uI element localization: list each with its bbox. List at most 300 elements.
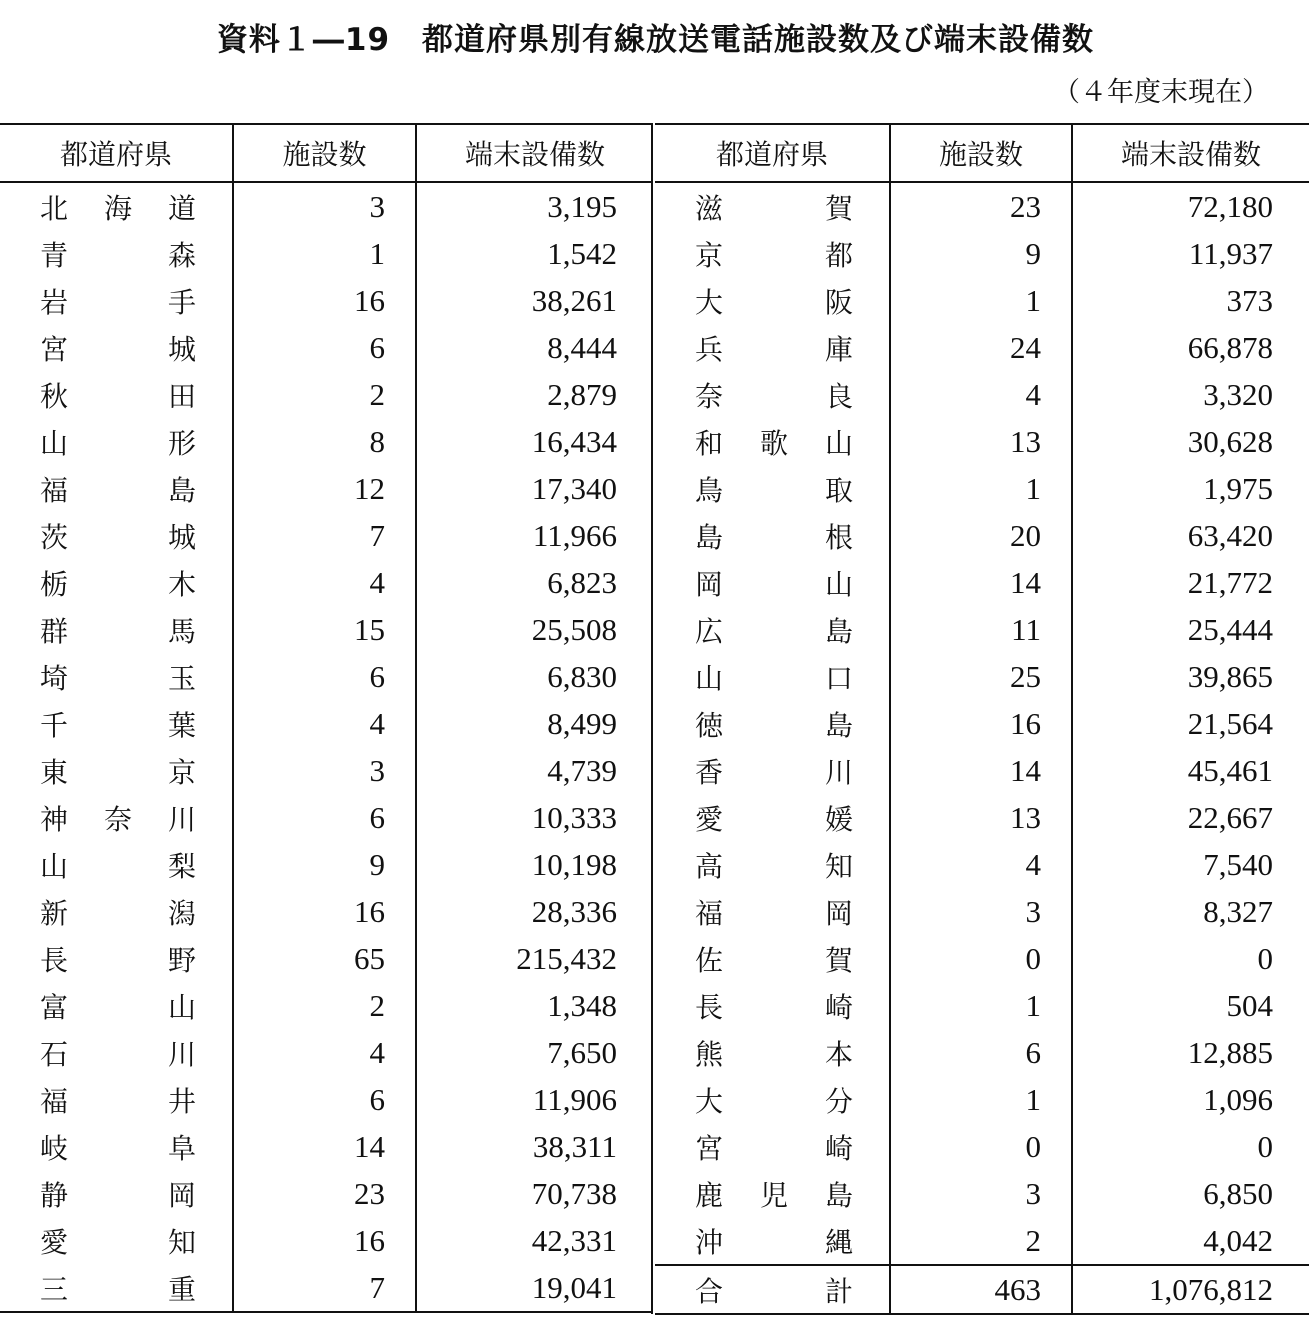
facilities-count: 16	[233, 1217, 416, 1264]
prefecture-name-chars	[40, 1033, 196, 1073]
table-row	[0, 982, 653, 1029]
terminals-count: 8,499	[547, 705, 617, 741]
prefecture-name-chars	[40, 657, 196, 697]
name-char: 栃	[40, 567, 69, 601]
name-char: 長	[40, 943, 69, 977]
terminals-count: 10,198	[531, 846, 617, 882]
name-char: 山	[824, 426, 853, 460]
facilities-count: 9	[890, 230, 1072, 277]
prefecture-name-chars	[40, 563, 196, 603]
table-row	[0, 888, 653, 935]
name-char: 手	[167, 285, 196, 319]
prefecture-name-chars	[40, 892, 196, 932]
center-double-rule	[651, 123, 653, 1314]
facilities-count: 7	[233, 512, 416, 559]
table-row	[655, 606, 1309, 653]
terminals-count: 19,041	[531, 1269, 617, 1305]
terminals-count: 7,650	[547, 1034, 617, 1070]
terminals-count: 38,311	[532, 1128, 617, 1164]
prefecture-name	[0, 935, 233, 982]
name-char: 崎	[824, 1131, 853, 1165]
terminals-count: 3,320	[1203, 376, 1273, 412]
table-row	[655, 277, 1309, 324]
header-facilities: 施設数	[890, 124, 1072, 182]
terminals-count: 6,823	[547, 564, 617, 600]
name-char: 森	[167, 238, 196, 272]
facilities-count: 3	[890, 1170, 1072, 1217]
facilities-count: 14	[233, 1123, 416, 1170]
prefecture-name	[0, 1217, 233, 1264]
prefecture-name	[0, 888, 233, 935]
name-char: 阪	[824, 285, 853, 319]
facilities-count: 1	[233, 230, 416, 277]
prefecture-name	[655, 1170, 890, 1217]
table-row	[0, 324, 653, 371]
prefecture-name	[0, 465, 233, 512]
prefecture-name	[0, 277, 233, 324]
table-row	[655, 935, 1309, 982]
name-char: 賀	[824, 943, 853, 977]
facilities-count: 12	[233, 465, 416, 512]
name-char: 徳	[695, 708, 724, 742]
name-char: 岡	[695, 567, 724, 601]
name-char: 石	[40, 1037, 69, 1071]
terminals-count: 1,096	[1203, 1081, 1273, 1117]
terminals-count: 3,195	[547, 188, 617, 224]
facilities-count: 3	[233, 182, 416, 230]
facilities-count: 16	[233, 277, 416, 324]
prefecture-name-chars	[695, 375, 853, 415]
facilities-count: 13	[890, 794, 1072, 841]
table-row	[0, 1264, 653, 1312]
terminals-count: 30,628	[1187, 423, 1273, 459]
name-char: 香	[695, 755, 724, 789]
facilities-count: 15	[233, 606, 416, 653]
prefecture-name-chars	[695, 1221, 853, 1261]
header-terminals: 端末設備数	[1072, 124, 1309, 182]
table-row	[655, 1170, 1309, 1217]
terminals-count: 0	[1257, 940, 1273, 976]
facilities-count: 23	[233, 1170, 416, 1217]
terminals-count: 11,966	[532, 517, 617, 553]
name-char: 山	[40, 426, 69, 460]
facilities-count: 6	[890, 1029, 1072, 1076]
name-char: 島	[695, 520, 724, 554]
name-char: 岡	[824, 896, 853, 930]
facilities-count: 2	[233, 371, 416, 418]
prefecture-name-chars	[40, 704, 196, 744]
table-row	[0, 559, 653, 606]
name-char: 京	[695, 238, 724, 272]
prefecture-name	[655, 982, 890, 1029]
table-row	[655, 465, 1309, 512]
name-char: 兵	[695, 332, 724, 366]
name-char: 秋	[40, 379, 69, 413]
prefecture-name	[655, 700, 890, 747]
name-char: 本	[824, 1037, 853, 1071]
prefecture-name-chars	[695, 1270, 853, 1310]
page-title: 資料１―19 都道府県別有線放送電話施設数及び端末設備数	[216, 22, 1095, 58]
name-char: 岩	[40, 285, 69, 319]
right-table	[655, 123, 1309, 1315]
facilities-count: 3	[890, 888, 1072, 935]
prefecture-name	[655, 371, 890, 418]
table-row	[0, 371, 653, 418]
terminals-count: 373	[1226, 282, 1273, 318]
prefecture-name	[0, 512, 233, 559]
table-row	[655, 371, 1309, 418]
prefecture-name-chars	[695, 610, 853, 650]
prefecture-name	[655, 794, 890, 841]
prefecture-name-chars	[40, 281, 196, 321]
terminals-count: 2,879	[547, 376, 617, 412]
table-row	[655, 700, 1309, 747]
table-row	[655, 230, 1309, 277]
prefecture-name	[655, 324, 890, 371]
prefecture-name	[655, 418, 890, 465]
prefecture-name	[0, 559, 233, 606]
terminals-count: 11,906	[532, 1081, 617, 1117]
prefecture-name	[655, 1029, 890, 1076]
name-char: 潟	[167, 896, 196, 930]
table-row	[0, 841, 653, 888]
name-char: 阜	[167, 1131, 196, 1165]
prefecture-name-chars	[695, 751, 853, 791]
header-row	[0, 124, 653, 182]
name-char: 媛	[824, 802, 853, 836]
facilities-count: 16	[233, 888, 416, 935]
prefecture-name	[655, 182, 890, 230]
facilities-count: 6	[233, 1076, 416, 1123]
name-char: 海	[103, 191, 132, 225]
terminals-count: 6,830	[547, 658, 617, 694]
prefecture-name	[0, 182, 233, 230]
header-prefecture: 都道府県	[0, 124, 233, 182]
name-char: 佐	[695, 943, 724, 977]
table-row	[655, 512, 1309, 559]
name-char: 岡	[167, 1178, 196, 1212]
name-char: 大	[695, 1084, 724, 1118]
prefecture-name	[655, 935, 890, 982]
prefecture-name	[0, 653, 233, 700]
terminals-count: 8,444	[547, 329, 617, 365]
terminals-count: 70,738	[531, 1175, 617, 1211]
prefecture-name	[0, 1170, 233, 1217]
name-char: 宮	[40, 332, 69, 366]
terminals-count: 42,331	[531, 1222, 617, 1258]
name-char: 崎	[824, 990, 853, 1024]
terminals-count: 28,336	[531, 893, 617, 929]
name-char: 道	[167, 191, 196, 225]
header-facilities: 施設数	[233, 124, 416, 182]
name-char: 福	[40, 473, 69, 507]
prefecture-name	[0, 794, 233, 841]
table-row	[0, 512, 653, 559]
terminals-count: 17,340	[531, 470, 617, 506]
table-row	[655, 324, 1309, 371]
table-row	[0, 277, 653, 324]
name-char: 計	[824, 1274, 853, 1308]
facilities-count: 1	[890, 982, 1072, 1029]
name-char: 大	[695, 285, 724, 319]
prefecture-name-chars	[695, 1127, 853, 1167]
facilities-count: 2	[233, 982, 416, 1029]
prefecture-name	[655, 888, 890, 935]
facilities-count: 4	[233, 1029, 416, 1076]
facilities-count: 1	[890, 465, 1072, 512]
name-char: 山	[40, 849, 69, 883]
prefecture-name-chars	[695, 422, 853, 462]
prefecture-name	[0, 841, 233, 888]
facilities-count: 20	[890, 512, 1072, 559]
name-char: 福	[695, 896, 724, 930]
table-row	[655, 182, 1309, 230]
table-row	[655, 747, 1309, 794]
prefecture-name-chars	[695, 187, 853, 227]
prefecture-name-chars	[695, 892, 853, 932]
table-row	[0, 653, 653, 700]
name-char: 三	[40, 1272, 69, 1306]
facilities-count: 4	[233, 559, 416, 606]
prefecture-name	[0, 606, 233, 653]
name-char: 和	[695, 426, 724, 460]
facilities-count: 16	[890, 700, 1072, 747]
terminals-count: 11,937	[1188, 235, 1273, 271]
terminals-count: 25,444	[1187, 611, 1273, 647]
prefecture-name-chars	[40, 1127, 196, 1167]
name-char: 川	[167, 802, 196, 836]
name-char: 庫	[824, 332, 853, 366]
name-char: 山	[167, 990, 196, 1024]
table-row	[655, 1029, 1309, 1076]
name-char: 北	[40, 191, 69, 225]
prefecture-name-chars	[40, 1080, 196, 1120]
table-row	[655, 1217, 1309, 1265]
terminals-count: 16,434	[531, 423, 617, 459]
name-char: 知	[167, 1225, 196, 1259]
facilities-count: 4	[890, 371, 1072, 418]
prefecture-name	[655, 230, 890, 277]
prefecture-name	[0, 324, 233, 371]
facilities-count: 4	[890, 841, 1072, 888]
table-row	[655, 559, 1309, 606]
name-char: 田	[167, 379, 196, 413]
terminals-count: 66,878	[1187, 329, 1273, 365]
terminals-count: 1,348	[547, 987, 617, 1023]
terminals-count: 4,042	[1203, 1222, 1273, 1258]
name-char: 千	[40, 708, 69, 742]
prefecture-name	[655, 653, 890, 700]
table-row	[655, 982, 1309, 1029]
prefecture-name-chars	[695, 1174, 853, 1214]
prefecture-name-chars	[695, 704, 853, 744]
prefecture-name	[0, 418, 233, 465]
terminals-count: 4,739	[547, 752, 617, 788]
table-row	[0, 465, 653, 512]
table-row	[655, 1123, 1309, 1170]
terminals-count: 1,542	[547, 235, 617, 271]
name-char: 口	[824, 661, 853, 695]
name-char: 東	[40, 755, 69, 789]
facilities-count: 0	[890, 1123, 1072, 1170]
terminals-count: 8,327	[1203, 893, 1273, 929]
facilities-count: 7	[233, 1264, 416, 1312]
total-row	[655, 1265, 1309, 1314]
name-char: 鹿	[695, 1178, 724, 1212]
prefecture-name-chars	[40, 1268, 196, 1308]
prefecture-name	[0, 1264, 233, 1312]
name-char: 島	[824, 614, 853, 648]
name-char: 葉	[167, 708, 196, 742]
prefecture-name	[0, 371, 233, 418]
terminals-count: 39,865	[1187, 658, 1273, 694]
prefecture-name-chars	[695, 328, 853, 368]
header-terminals: 端末設備数	[416, 124, 653, 182]
prefecture-name-chars	[40, 798, 196, 838]
prefecture-name	[655, 512, 890, 559]
table-row	[0, 700, 653, 747]
name-char: 城	[167, 332, 196, 366]
name-char: 良	[824, 379, 853, 413]
name-char: 木	[167, 567, 196, 601]
prefecture-name-chars	[40, 610, 196, 650]
facilities-count: 65	[233, 935, 416, 982]
table-row	[0, 1170, 653, 1217]
as-of-date-note: （４年度末現在）	[1053, 77, 1269, 108]
name-char: 島	[824, 708, 853, 742]
name-char: 根	[824, 520, 853, 554]
facilities-count: 1	[890, 277, 1072, 324]
facilities-count: 1	[890, 1076, 1072, 1123]
prefecture-name-chars	[695, 1033, 853, 1073]
prefecture-name	[655, 747, 890, 794]
name-char: 合	[695, 1274, 724, 1308]
prefecture-name	[0, 982, 233, 1029]
prefecture-name-chars	[695, 657, 853, 697]
prefecture-name	[0, 230, 233, 277]
terminals-count: 10,333	[531, 799, 617, 835]
facilities-count: 25	[890, 653, 1072, 700]
terminals-count: 45,461	[1187, 752, 1273, 788]
prefecture-name	[0, 700, 233, 747]
prefecture-name	[0, 747, 233, 794]
name-char: 形	[167, 426, 196, 460]
table-row	[0, 606, 653, 653]
name-char: 京	[167, 755, 196, 789]
prefecture-name	[655, 1217, 890, 1265]
name-char: 奈	[695, 379, 724, 413]
prefecture-name-chars	[40, 845, 196, 885]
facilities-count: 11	[890, 606, 1072, 653]
terminals-count: 38,261	[531, 282, 617, 318]
prefecture-name-chars	[695, 939, 853, 979]
prefecture-name	[0, 1123, 233, 1170]
table-row	[655, 653, 1309, 700]
name-char: 神	[40, 802, 69, 836]
prefecture-name-chars	[695, 516, 853, 556]
left-table	[0, 123, 653, 1313]
table-row	[0, 794, 653, 841]
facilities-count: 2	[890, 1217, 1072, 1265]
facilities-count: 6	[233, 653, 416, 700]
header-row	[655, 124, 1309, 182]
prefecture-name-chars	[695, 798, 853, 838]
table-row	[0, 1029, 653, 1076]
prefecture-name-chars	[695, 986, 853, 1026]
prefecture-name	[655, 606, 890, 653]
facilities-count: 4	[233, 700, 416, 747]
name-char: 玉	[167, 661, 196, 695]
prefecture-name-chars	[40, 751, 196, 791]
name-char: 都	[824, 238, 853, 272]
table-row	[0, 230, 653, 277]
name-char: 取	[824, 473, 853, 507]
name-char: 愛	[695, 802, 724, 836]
name-char: 奈	[103, 802, 132, 836]
terminals-count: 7,540	[1203, 846, 1273, 882]
prefecture-name-chars	[40, 1174, 196, 1214]
table-row	[655, 794, 1309, 841]
prefecture-name-chars	[695, 469, 853, 509]
name-char: 重	[167, 1272, 196, 1306]
prefecture-name	[655, 1123, 890, 1170]
prefecture-name-chars	[40, 516, 196, 556]
prefecture-name-chars	[695, 281, 853, 321]
prefecture-name	[655, 465, 890, 512]
name-char: 青	[40, 238, 69, 272]
name-char: 島	[824, 1178, 853, 1212]
prefecture-name-chars	[40, 187, 196, 227]
name-char: 富	[40, 990, 69, 1024]
name-char: 井	[167, 1084, 196, 1118]
prefecture-name-chars	[40, 328, 196, 368]
facilities-count: 0	[890, 935, 1072, 982]
terminals-count: 6,850	[1203, 1175, 1273, 1211]
facilities-count: 14	[890, 747, 1072, 794]
prefecture-name-chars	[40, 939, 196, 979]
prefecture-name	[0, 1076, 233, 1123]
prefecture-name	[0, 1029, 233, 1076]
name-char: 新	[40, 896, 69, 930]
name-char: 知	[824, 849, 853, 883]
table-row	[0, 747, 653, 794]
prefecture-name-chars	[695, 563, 853, 603]
terminals-count: 21,772	[1187, 564, 1273, 600]
prefecture-name-chars	[40, 986, 196, 1026]
name-char: 賀	[824, 191, 853, 225]
terminals-count: 63,420	[1187, 517, 1273, 553]
facilities-count: 14	[890, 559, 1072, 606]
name-char: 歌	[759, 426, 788, 460]
facilities-count: 8	[233, 418, 416, 465]
name-char: 馬	[167, 614, 196, 648]
terminals-count: 1,975	[1203, 470, 1273, 506]
total-facilities: 463	[890, 1265, 1072, 1314]
table-row	[655, 888, 1309, 935]
table-row	[655, 841, 1309, 888]
prefecture-name-chars	[40, 422, 196, 462]
header-prefecture: 都道府県	[655, 124, 890, 182]
terminals-count: 22,667	[1187, 799, 1273, 835]
name-char: 茨	[40, 520, 69, 554]
terminals-count: 72,180	[1187, 188, 1273, 224]
name-char: 長	[695, 990, 724, 1024]
prefecture-name-chars	[40, 1221, 196, 1261]
name-char: 静	[40, 1178, 69, 1212]
table-row	[0, 1076, 653, 1123]
name-char: 埼	[40, 661, 69, 695]
name-char: 城	[167, 520, 196, 554]
